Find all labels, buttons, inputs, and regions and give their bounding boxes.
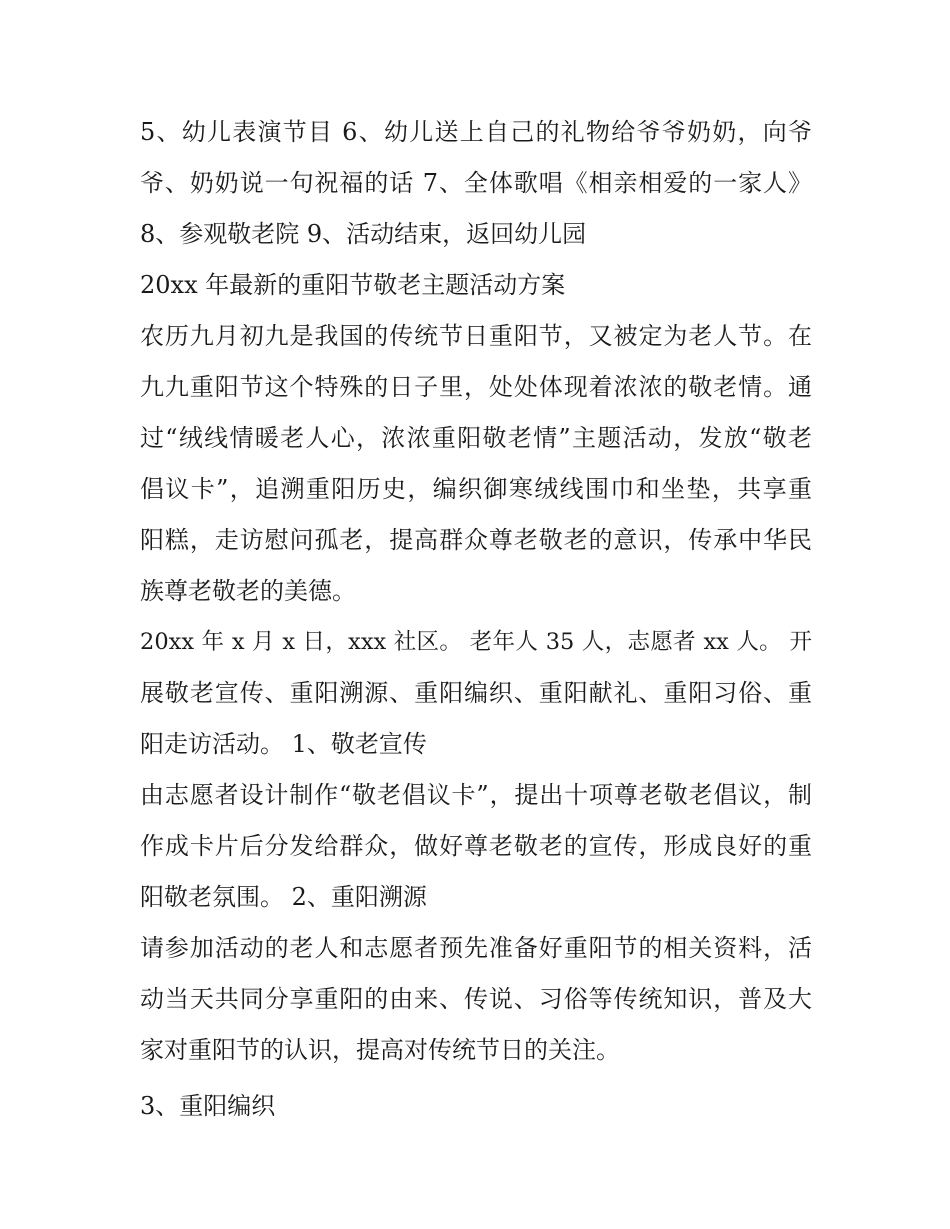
text-line: 家对重阳节的认识，提高对传统节日的关注。 bbox=[140, 1036, 620, 1064]
text-line: 阳走访活动。 1、敬老宣传 bbox=[140, 730, 427, 758]
text-line: 九九重阳节这个特殊的日子里，处处体现着浓浓的敬老情。通 bbox=[140, 373, 812, 401]
text-line: 由志愿者设计制作“敬老倡议卡”，提出十项尊老敬老倡议，制 bbox=[140, 781, 812, 809]
text-line: 作成卡片后分发给群众，做好尊老敬老的宣传，形成良好的重 bbox=[140, 832, 812, 860]
text-line: 5、幼儿表演节目 6、幼儿送上自己的礼物给爷爷奶奶，向爷 bbox=[140, 118, 812, 146]
text-line: 20xx 年 x 月 x 日，xxx 社区。 老年人 35 人，志愿者 xx 人。 开 bbox=[140, 629, 812, 655]
text-line: 展敬老宣传、重阳溯源、重阳编织、重阳献礼、重阳习俗、重 bbox=[140, 679, 812, 707]
text-line: 过“绒线情暖老人心，浓浓重阳敬老情”主题活动，发放“敬老 bbox=[140, 424, 812, 452]
document-body bbox=[140, 107, 812, 1132]
text-line: 爷、奶奶说一句祝福的话 7、全体歌唱《相亲相爱的一家人》 bbox=[140, 169, 812, 197]
text-line: 族尊老敬老的美德。 bbox=[140, 577, 356, 605]
text-line: 倡议卡”，追溯重阳历史，编织御寒绒线围巾和坐垫，共享重 bbox=[140, 475, 812, 503]
text-line: 动当天共同分享重阳的由来、传说、习俗等传统知识，普及大 bbox=[140, 985, 812, 1013]
text-line: 请参加活动的老人和志愿者预先准备好重阳节的相关资料，活 bbox=[140, 934, 812, 962]
text-line: 农历九月初九是我国的传统节日重阳节，又被定为老人节。在 bbox=[140, 322, 812, 350]
text-line: 阳糕，走访慰问孤老，提高群众尊老敬老的意识，传承中华民 bbox=[140, 526, 812, 554]
text-line: 8、参观敬老院 9、活动结束，返回幼儿园 bbox=[140, 220, 587, 248]
section-heading: 20xx 年最新的重阳节敬老主题活动方案 bbox=[140, 271, 566, 299]
text-line: 阳敬老氛围。 2、重阳溯源 bbox=[140, 883, 427, 911]
section-heading: 3、重阳编织 bbox=[140, 1092, 276, 1120]
